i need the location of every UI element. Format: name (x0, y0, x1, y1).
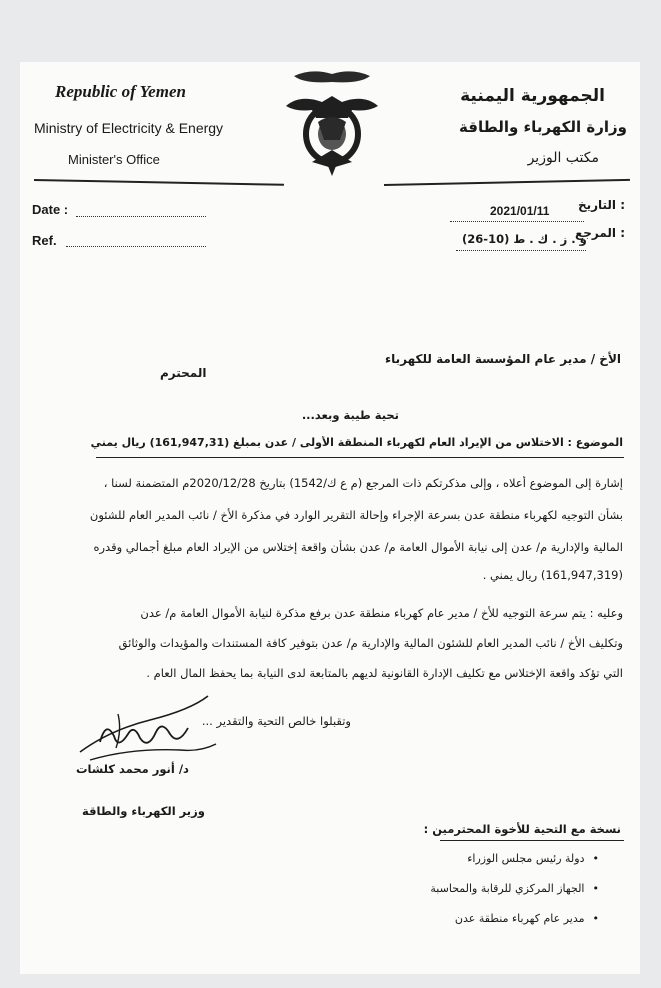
ref-label-ar: : المرجع (575, 226, 625, 240)
header-ar-office: مكتب الوزير (527, 150, 599, 166)
header-ar-ministry: وزارة الكهرباء والطاقة (459, 118, 627, 136)
ref-ar-dotted-line (456, 250, 586, 251)
yemen-eagle-emblem-icon (282, 66, 382, 178)
ref-label-en: Ref. (32, 233, 57, 248)
signatory-name: د/ أنور محمد كلشات (76, 762, 189, 776)
cc-item-label: دولة رئيس مجلس الوزراء (467, 852, 585, 865)
cc-item-label: الجهاز المركزي للرقابة والمحاسبة (430, 882, 585, 895)
date-label-ar: : التاريخ (577, 198, 625, 212)
date-dotted-line (76, 216, 206, 217)
header-en-country: Republic of Yemen (55, 82, 186, 101)
header-en-office: Minister's Office (68, 152, 160, 167)
action-line-1: وعليه : يتم سرعة التوجيه للأخ / مدير عام كهرباء منطقة عدن برفع مذكرة لنيابة الأموال العامة م/ عدن (140, 606, 623, 620)
addressee: الأخ / مدير عام المؤسسة العامة للكهرباء (385, 352, 621, 366)
action-line-2: وتكليف الأخ / نائب المدير العام للشئون المالية والإدارية م/ عدن بتوفير كافة المستندات والمؤيدات والوثائق (118, 636, 623, 650)
body-line-1: إشارة إلى الموضوع أعلاه ، وإلى مذكرتكم ذات المرجع (م ع ك/1542) بتاريخ 2020/12/28م المتضمنة لسنا ، (103, 476, 623, 490)
bullet-icon: • (592, 882, 599, 895)
action-line-3: التي تؤكد واقعة الإختلاس مع تكليف الإدارة القانونية لديهم بالمتابعة لدى النيابة بما يحفظ المال العام . (146, 666, 623, 680)
cc-heading-underline (440, 840, 624, 841)
header-en-ministry: Ministry of Electricity & Energy (34, 120, 224, 136)
honorific: المحترم (160, 366, 207, 380)
subject-underline (96, 457, 624, 458)
signatory-title: وزير الكهرباء والطاقة (82, 804, 205, 818)
cc-item (467, 852, 599, 865)
bullet-icon: • (592, 912, 599, 925)
cc-item-label: مدير عام كهرباء منطقة عدن (454, 912, 585, 925)
bullet-icon: • (592, 852, 599, 865)
body-line-2: بشأن التوجيه لكهرباء منطقة عدن بسرعة الإجراء وإحالة التقرير الوارد في مذكرة الأخ / نائب المدير العام للشئون (89, 508, 623, 522)
cc-heading: نسخة مع التحية للأخوة المحترمين : (423, 822, 621, 836)
date-label-en: Date : (32, 202, 69, 217)
closing-line: وتقبلوا خالص التحية والتقدير ... (201, 714, 351, 728)
cc-item (455, 912, 599, 925)
cc-item (430, 882, 599, 895)
signature-icon (70, 690, 220, 770)
subject-line: الموضوع : الاختلاس من الإيراد العام لكهرباء المنطقة الأولى / عدن بمبلغ (161,947,31) ريال يمني (90, 436, 623, 449)
greeting: تحية طيبة وبعد... (301, 408, 399, 422)
body-line-4: (161,947,319) ريال يمني . (482, 568, 623, 582)
body-line-3: المالية والإدارية م/ عدن إلى نيابة الأموال العامة م/ عدن بشأن واقعة إختلاس من الإيراد العام مبلغ أجمالي وقدره (93, 540, 623, 554)
ref-value: و . ز . ك . ط (10-26) (462, 232, 587, 246)
header-ar-country: الجمهورية اليمنية (460, 86, 605, 106)
ref-dotted-line (66, 246, 206, 247)
date-value: 2021/01/11 (490, 204, 550, 218)
date-ar-dotted-line (450, 221, 584, 222)
